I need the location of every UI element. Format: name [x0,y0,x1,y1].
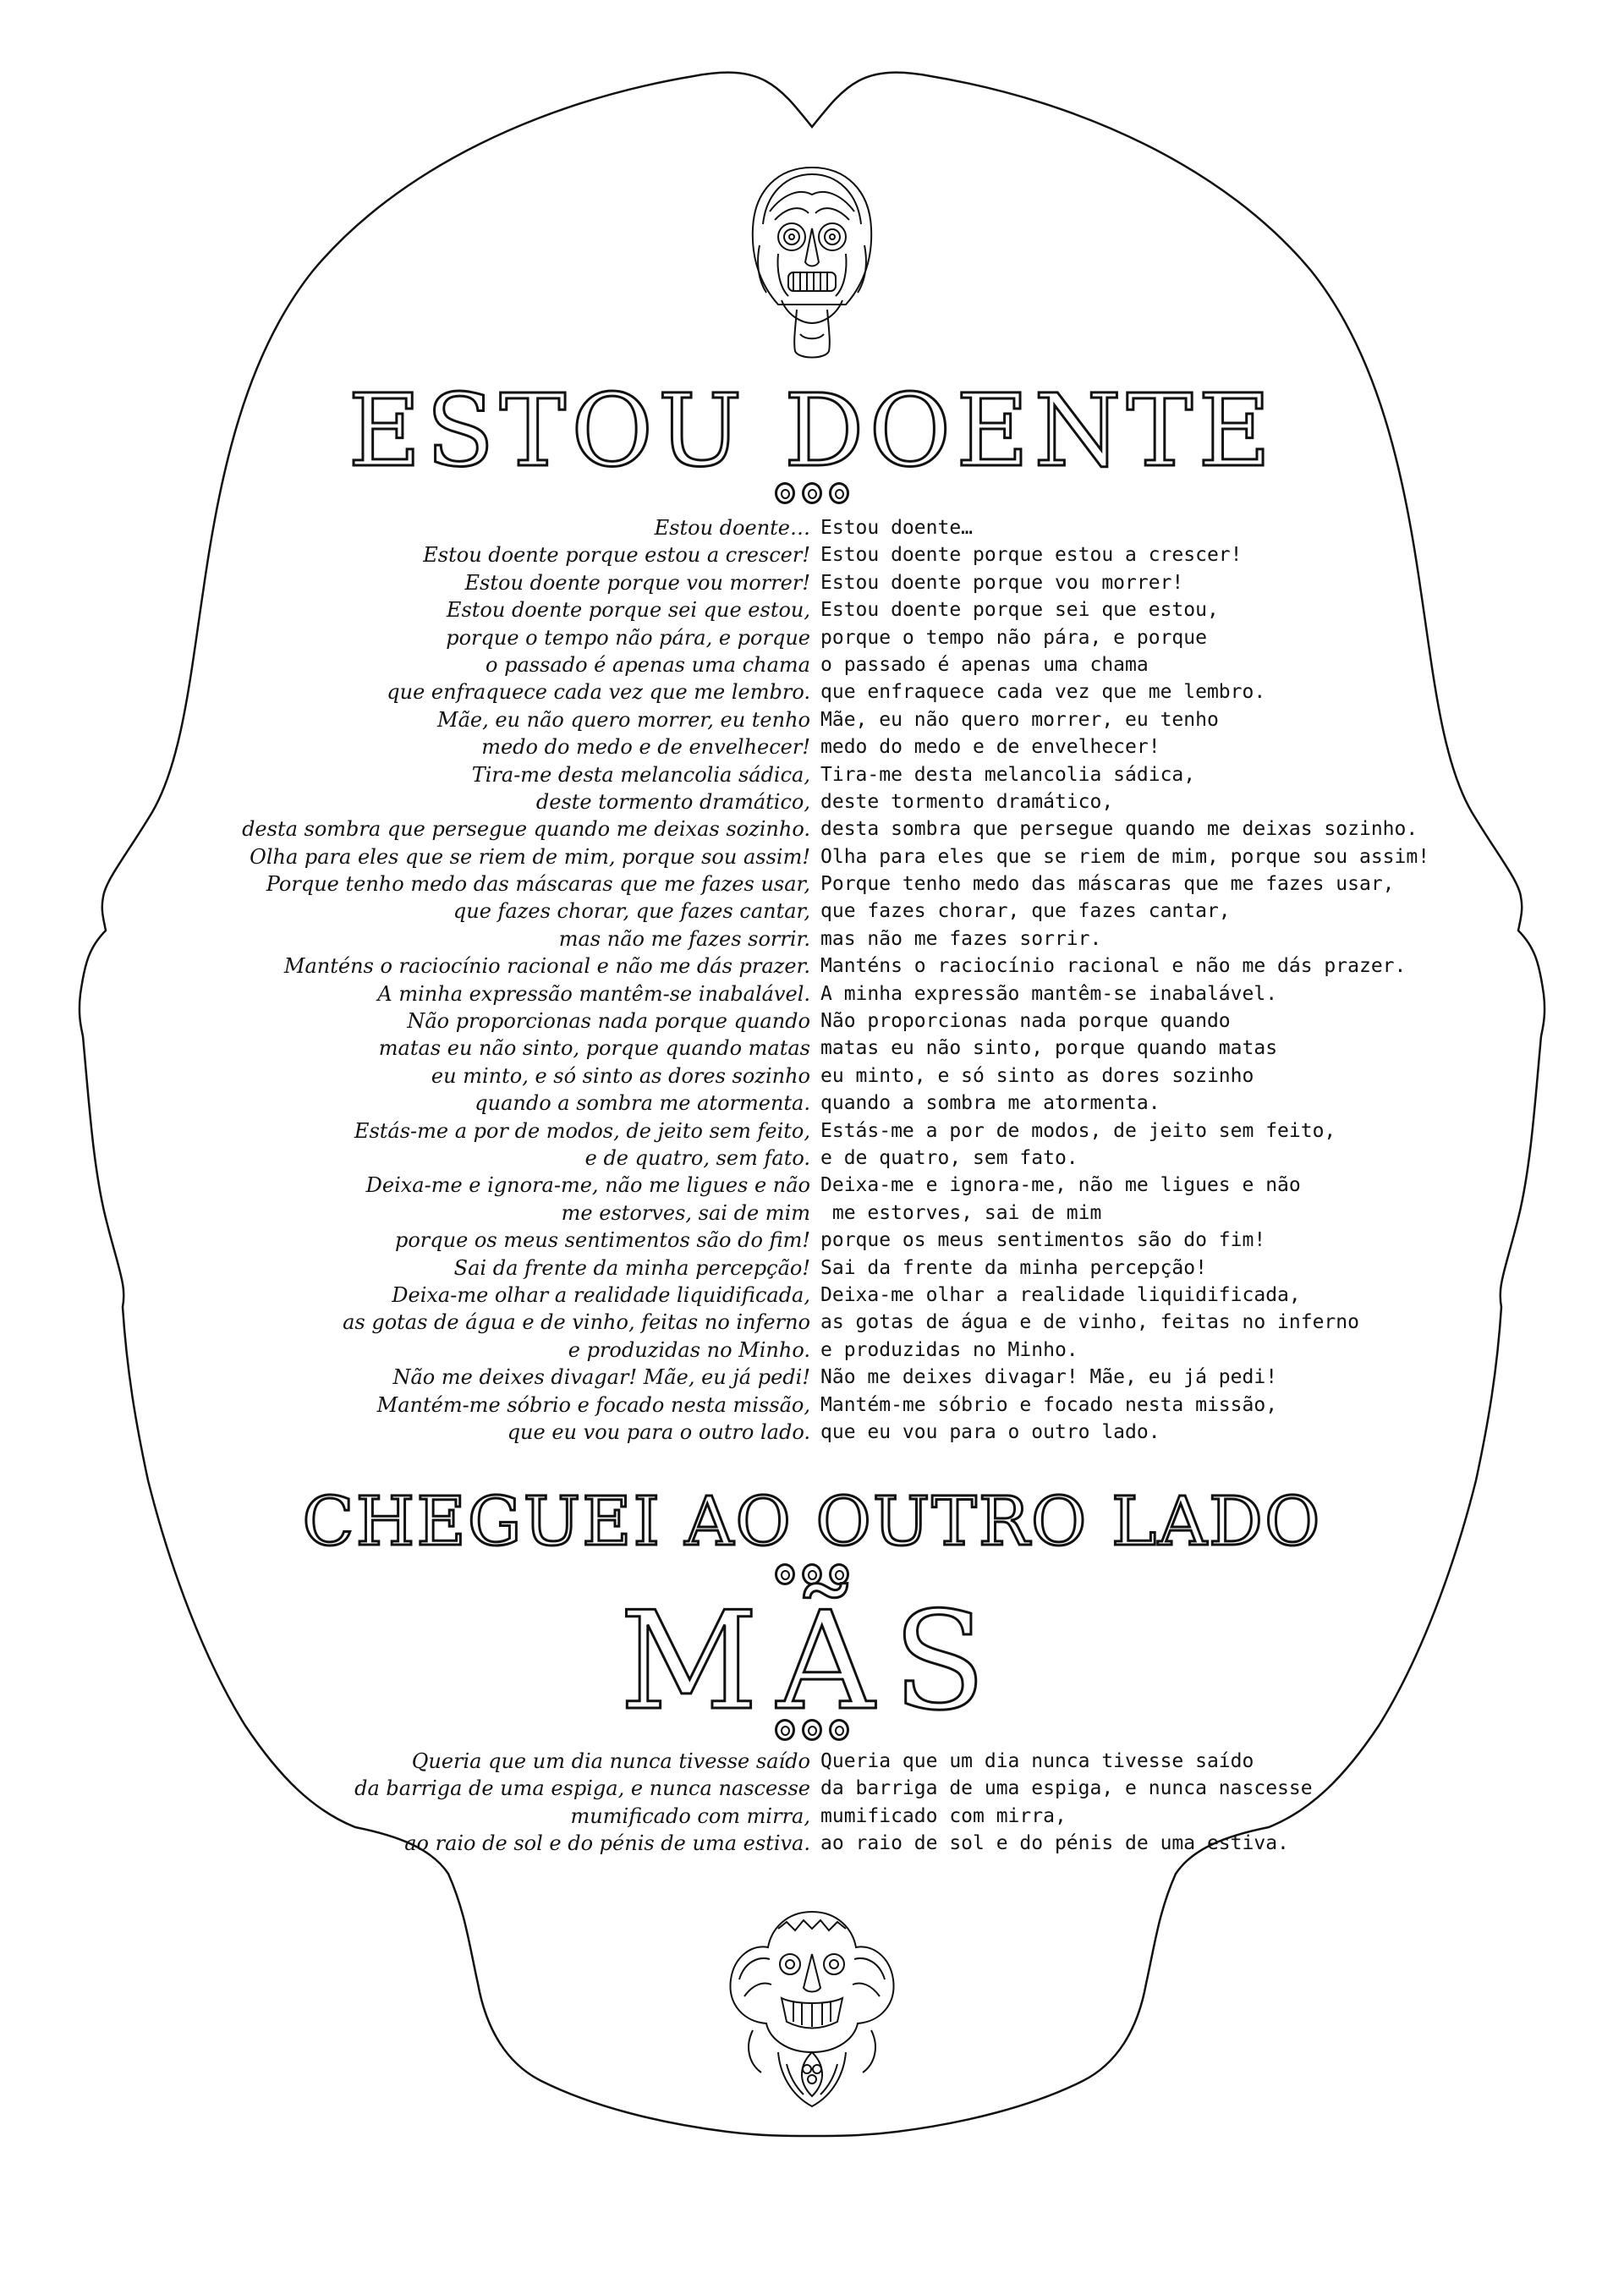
poem-line: me estorves, sai de mim [561,1200,810,1225]
poem-line: que eu vou para o outro lado. [820,1420,1160,1443]
poem-line: matas eu não sinto, porque quando matas [378,1036,810,1061]
poem-line: Porque tenho medo das máscaras que me fazes usar, [820,873,1395,896]
poem-line: Manténs o raciocínio racional e não me dás prazer. [820,955,1407,978]
main-title: ESTOU DOENTE [348,372,1276,489]
poem-line: Estou doente… [820,517,974,539]
poem-line: ao raio de sol e do pénis de uma estiva. [404,1831,810,1856]
poem-line: as gotas de água e de vinho, feitas no inferno [343,1310,810,1335]
poem-line: Estou doente porque estou a crescer! [423,543,810,568]
poem-line: A minha expressão mantêm-se inabalável. [820,982,1278,1005]
poem-line: Sai da frente da minha percepção! [453,1255,810,1280]
poem-line: deste tormento dramático, [820,790,1114,813]
poem-line: Não proporcionas nada porque quando [820,1010,1231,1033]
poem-line: ao raio de sol e do pénis de uma estiva. [820,1832,1289,1855]
poem-line: Estás-me a por de modos, de jeito sem feito, [354,1118,810,1143]
stanza-one-italic-column [242,514,810,1446]
poem-line: da barriga de uma espiga, e nunca nascesse [820,1777,1313,1800]
poem-line: que enfraquece cada vez que me lembro. [387,680,810,705]
poem-line: e de quatro, sem fato. [584,1145,810,1170]
poem-line: que enfraquece cada vez que me lembro. [820,681,1266,704]
third-title: MÃS [619,1582,1005,1740]
poem-line: Mãe, eu não quero morrer, eu tenho [820,708,1219,731]
poem-line: Mantém-me sóbrio e focado nesta missão, [376,1392,810,1417]
mask-top-icon [744,161,880,364]
triple-dot-ornament-icon [0,1719,1624,1745]
poem-line: porque o tempo não pára, e porque [446,625,810,650]
poem-line: mas não me fazes sorrir. [558,926,810,951]
poem-line: mumificado com mirra, [570,1804,810,1828]
poem-line: Estou doente porque sei que estou, [820,599,1219,622]
poem-line: Sai da frente da minha percepção! [820,1256,1207,1279]
poem-line: desta sombra que persegue quando me deixas sozinho. [242,817,810,842]
poem-line: Queria que um dia nunca tivesse saído [820,1750,1254,1772]
poem-line: Manténs o raciocínio racional e não me dás prazer. [283,954,810,979]
poem-line: Não me deixes divagar! Mãe, eu já pedi! [820,1366,1278,1389]
poem-line: Olha para eles que se riem de mim, porque sou assim! [820,845,1430,868]
poem-line: o passado é apenas uma chama [486,652,810,677]
stanza-two-italic-column [354,1748,810,1858]
poem-line: Estou doente porque estou a crescer! [820,544,1243,567]
mask-bottom-icon [719,1903,905,2115]
poem-line: Porque tenho medo das máscaras que me fazes usar, [266,872,810,897]
poem-line: Não proporcionas nada porque quando [407,1009,810,1034]
stanza-two-roman-column [820,1748,1313,1858]
poem-line: o passado é apenas uma chama [820,653,1149,676]
poem-line: Deixa-me e ignora-me, não me ligues e não [820,1174,1301,1197]
triple-dot-ornament-icon [0,482,1624,508]
poem-line: as gotas de água e de vinho, feitas no inferno [820,1311,1359,1334]
poem-line: eu minto, e só sinto as dores sozinho [431,1063,810,1088]
poem-line: Mantém-me sóbrio e focado nesta missão, [820,1393,1278,1416]
poem-line: Olha para eles que se riem de mim, porque sou assim! [250,844,810,869]
poem-line: Deixa-me e ignora-me, não me ligues e não [365,1173,810,1198]
poem-line: medo do medo e de envelhecer! [481,735,810,760]
second-title: CHEGUEI AO OUTRO LADO [302,1482,1322,1561]
poem-line: Estás-me a por de modos, de jeito sem feito, [820,1119,1336,1142]
poem-line: que eu vou para o outro lado. [507,1419,810,1444]
poem-line: mumificado com mirra, [820,1804,1067,1827]
poem-line: Estou doente… [654,516,810,540]
stanza-one-roman-column [820,514,1429,1446]
poem-line: Estou doente porque sei que estou, [446,598,810,623]
poem-line: que fazes chorar, que fazes cantar, [453,899,810,924]
poem-line: medo do medo e de envelhecer! [820,736,1160,759]
poem-line: da barriga de uma espiga, e nunca nascesse [354,1776,810,1801]
poem-line: porque os meus sentimentos são do fim! [820,1229,1266,1252]
poem-line: desta sombra que persegue quando me deixas sozinho. [820,818,1418,841]
poem-line: Deixa-me olhar a realidade liquidificada, [392,1282,810,1307]
poem-line: Queria que um dia nunca tivesse saído [411,1749,810,1773]
poem-line: que fazes chorar, que fazes cantar, [820,900,1231,923]
poem-line: deste tormento dramático, [535,789,810,814]
poem-line: quando a sombra me atormenta. [475,1091,810,1116]
poem-line: e produzidas no Minho. [820,1338,1078,1361]
poem-line: e produzidas no Minho. [568,1337,810,1362]
poem-line: Deixa-me olhar a realidade liquidificada, [820,1283,1301,1306]
poem-line: Tira-me desta melancolia sádica, [471,762,810,787]
poem-line: matas eu não sinto, porque quando matas [820,1037,1278,1060]
poem-line: mas não me fazes sorrir. [820,927,1102,950]
poem-line: e de quatro, sem fato. [820,1146,1078,1169]
poem-line: Mãe, eu não quero morrer, eu tenho [437,707,810,732]
poem-line: porque os meus sentimentos são do fim! [394,1228,810,1253]
poem-line: me estorves, sai de mim [820,1201,1102,1224]
poem-line: Tira-me desta melancolia sádica, [820,763,1196,786]
poem-line: porque o tempo não pára, e porque [820,626,1207,649]
poem-line: A minha expressão mantêm-se inabalável. [377,981,810,1006]
poem-line: eu minto, e só sinto as dores sozinho [820,1064,1254,1087]
poem-line: Estou doente porque vou morrer! [820,571,1184,594]
poem-line: Não me deixes divagar! Mãe, eu já pedi! [392,1365,810,1390]
poem-line: Estou doente porque vou morrer! [464,570,810,595]
poem-line: quando a sombra me atormenta. [820,1092,1160,1115]
